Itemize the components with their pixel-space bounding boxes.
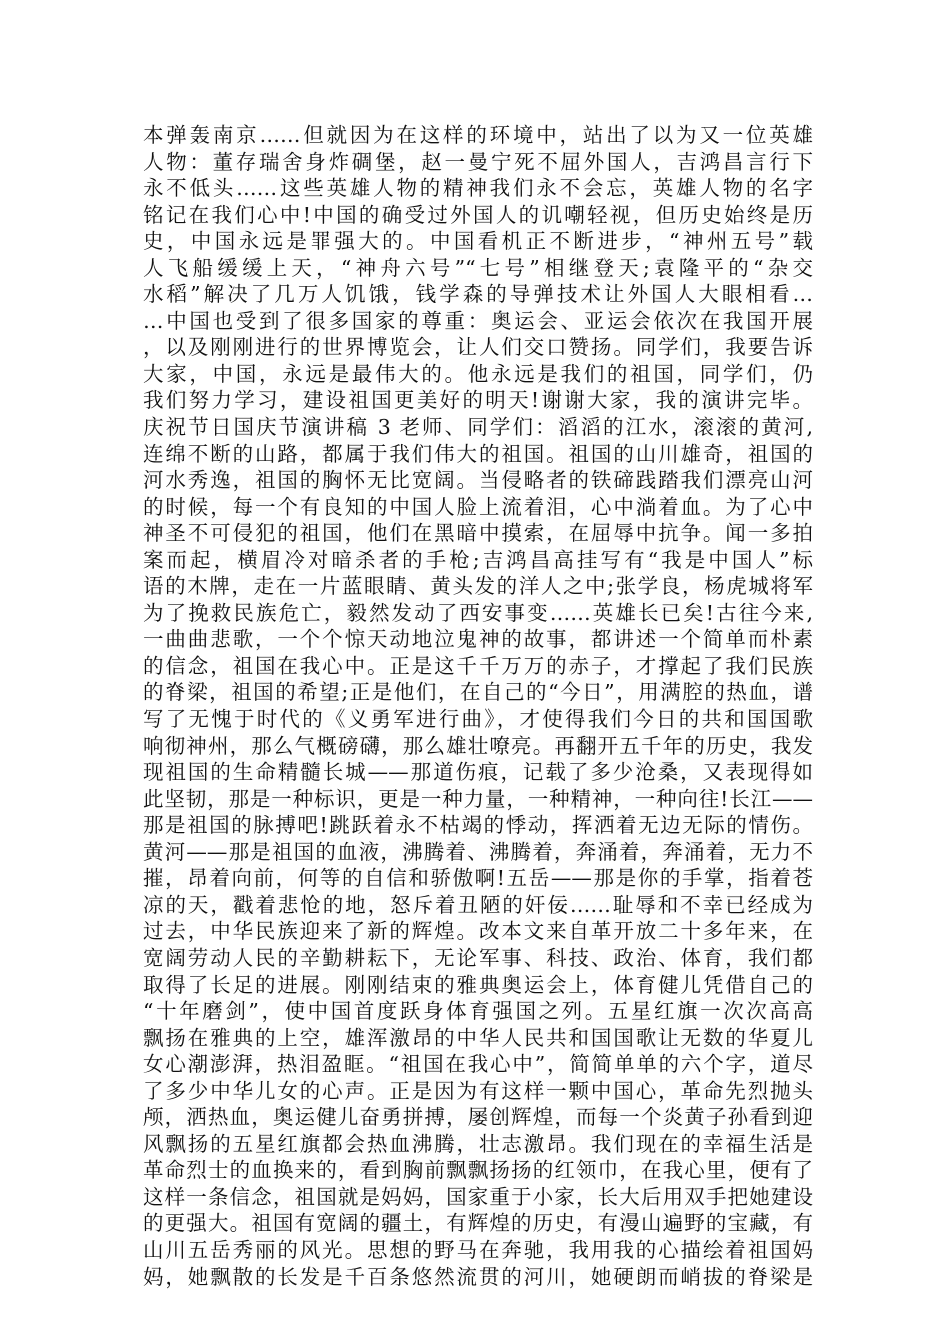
text-line: 女心潮澎湃，热泪盈眶。“祖国在我心中”，简简单单的六个字，道尽 — [143, 1052, 813, 1077]
text-line: 响彻神州，那么气概磅礴，那么雄壮嘹亮。再翻开五千年的历史，我发 — [143, 733, 813, 758]
text-line: “十年磨剑”，使中国首度跃身体育强国之列。五星红旗一次次高高 — [143, 999, 813, 1024]
text-line: 颅，洒热血，奥运健儿奋勇拼搏，屡创辉煌，而每一个炎黄子孙看到迎 — [143, 1105, 813, 1130]
text-line: 为了挽救民族危亡，毅然发动了西安事变……英雄长已矣!古往今来, — [143, 600, 813, 625]
text-line: 风飘扬的五星红旗都会热血沸腾，壮志激昂。我们现在的幸福生活是 — [143, 1131, 813, 1156]
text-line: 黄河——那是祖国的血液，沸腾着、沸腾着，奔涌着，奔涌着，无力不 — [143, 839, 813, 864]
text-line: 本弹轰南京……但就因为在这样的环境中，站出了以为又一位英雄 — [143, 123, 813, 147]
text-line: 人物：董存瑞舍身炸碉堡，赵一曼宁死不屈外国人，吉鸿昌言行下 — [143, 149, 813, 174]
text-line: ，以及刚刚进行的世界博览会，让人们交口赞扬。同学们，我要告诉 — [143, 335, 813, 360]
text-line: 案而起，横眉冷对暗杀者的手枪;吉鸿昌高挂写有“我是中国人”标 — [143, 547, 813, 572]
text-line: …中国也受到了很多国家的尊重：奥运会、亚运会依次在我国开展 — [143, 308, 813, 333]
text-line: 史，中国永远是罪强大的。中国看机正不断进步，“神州五号”载 — [143, 229, 813, 254]
text-line: 过去，中华民族迎来了新的辉煌。改本文来自革开放二十多年来，在 — [143, 919, 813, 944]
text-line: 那是祖国的脉搏吧!跳跃着永不枯竭的悸动，挥洒着无边无际的情伤。 — [143, 813, 813, 838]
text-line: 庆祝节日国庆节演讲稿 3 老师、同学们：滔滔的江水，滚滚的黄河, — [143, 415, 813, 440]
text-line: 的脊梁，祖国的希望;正是他们，在自己的“今日”，用满腔的热血，谱 — [143, 680, 813, 705]
text-line: 铭记在我们心中!中国的确受过外国人的讥嘲轻视，但历史始终是历 — [143, 202, 813, 227]
text-line: 此坚韧，那是一种标识，更是一种力量，一种精神，一种向往!长江—— — [143, 786, 813, 811]
text-line: 大家，中国，永远是最伟大的。他永远是我们的祖国，同学们，仍 — [143, 361, 813, 386]
text-line: 妈，她飘散的长发是千百条悠然流贯的河川，她硬朗而峭拔的脊梁是 — [143, 1264, 813, 1289]
text-line: 摧，昂着向前，何等的自信和骄傲啊!五岳——那是你的手掌，指着苍 — [143, 866, 813, 891]
text-line: 现祖国的生命精髓长城——那道伤痕，记载了多少沧桑，又表现得如 — [143, 760, 813, 785]
text-line: 河水秀逸，祖国的胸怀无比宽阔。当侵略者的铁碲践踏我们漂亮山河 — [143, 468, 813, 493]
body-text — [143, 122, 813, 1290]
text-line: 写了无愧于时代的《义勇军进行曲》，才使得我们今日的共和国国歌 — [143, 707, 813, 732]
text-line: 一曲曲悲歌，一个个惊天动地泣鬼神的故事，都讲述一个简单而朴素 — [143, 627, 813, 652]
text-line: 语的木牌，走在一片蓝眼睛、黄头发的洋人之中;张学良，杨虎城将军 — [143, 574, 813, 599]
text-line: 飘扬在雅典的上空，雄浑激昂的中华人民共和国国歌让无数的华夏儿 — [143, 1025, 813, 1050]
text-line: 的时候，每一个有良知的中国人脸上流着泪，心中淌着血。为了心中 — [143, 494, 813, 519]
text-line: 连绵不断的山路，都属于我们伟大的祖国。祖国的山川雄奇，祖国的 — [143, 441, 813, 466]
text-line: 人飞船缓缓上天，“神舟六号”“七号”相继登天;袁隆平的“杂交 — [143, 255, 813, 280]
text-line: 我们努力学习，建设祖国更美好的明天!谢谢大家，我的演讲完毕。 — [143, 388, 813, 413]
text-line: 取得了长足的进展。刚刚结束的雅典奥运会上，体育健儿凭借自己的 — [143, 972, 813, 997]
text-line: 的更强大。祖国有宽阔的疆土，有辉煌的历史，有漫山遍野的宝藏，有 — [143, 1211, 813, 1236]
text-line: 宽阔劳动人民的辛勤耕耘下，无论军事、科技、政治、体育，我们都 — [143, 945, 813, 970]
text-line: 永不低头……这些英雄人物的精神我们永不会忘，英雄人物的名字 — [143, 176, 813, 201]
text-line: 了多少中华儿女的心声。正是因为有这样一颗中国心，革命先烈抛头 — [143, 1078, 813, 1103]
text-line: 这样一条信念，祖国就是妈妈，国家重于小家，长大后用双手把她建设 — [143, 1184, 813, 1209]
text-line: 神圣不可侵犯的祖国，他们在黑暗中摸索，在屈辱中抗争。闻一多拍 — [143, 521, 813, 546]
text-line: 凉的天，戳着悲怆的地，怒斥着丑陋的奸佞……耻辱和不幸已经成为 — [143, 892, 813, 917]
text-line: 水稻”解决了几万人饥饿，钱学森的导弹技术让外国人大眼相看… — [143, 282, 813, 307]
text-line: 革命烈士的血换来的，看到胸前飘飘扬扬的红领巾，在我心里，便有了 — [143, 1158, 813, 1183]
text-line: 的信念，祖国在我心中。正是这千千万万的赤子，才撑起了我们民族 — [143, 653, 813, 678]
text-line: 山川五岳秀丽的风光。思想的野马在奔驰，我用我的心描绘着祖国妈 — [143, 1237, 813, 1262]
